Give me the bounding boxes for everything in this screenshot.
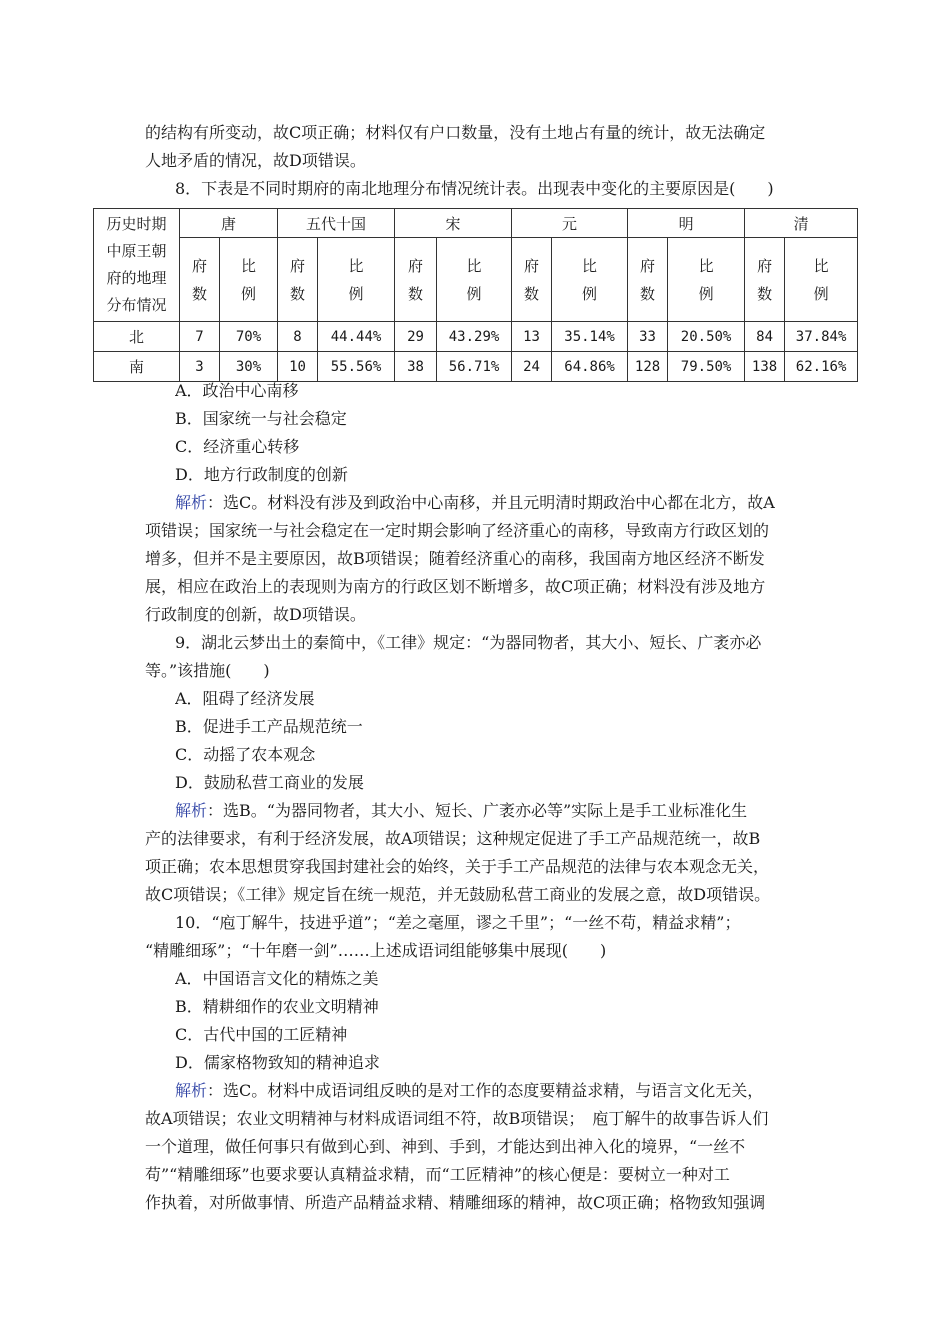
q9-analysis-line: 产的法律要求，有利于经济发展，故A项错误；这种规定促进了手工产品规范统一，故B: [145, 829, 761, 848]
subheader-fu: 府 数: [180, 238, 220, 322]
q10-analysis-line: 苟”“精雕细琢”也要求要认真精益求精，而“工匠精神”的核心便是：要树立一种对工: [145, 1165, 730, 1184]
table-cell: 37.84%: [785, 322, 858, 352]
q10-option-d: D．儒家格物致知的精神追求: [175, 1053, 380, 1072]
q10-stem-line: 10．“庖丁解牛，技进乎道”；“差之毫厘，谬之千里”；“一丝不苟，精益求精”；: [175, 913, 741, 932]
q8-option-d: D．地方行政制度的创新: [175, 465, 348, 484]
q10-analysis-line: 故A项错误；农业文明精神与材料成语词组不符，故B项错误； 庖丁解牛的故事告诉人们: [145, 1109, 769, 1128]
table-cell: 8: [278, 322, 318, 352]
q8-analysis-line: 行政制度的创新，故D项错误。: [145, 605, 366, 624]
table-cell: 64.86%: [552, 352, 628, 382]
q8-option-b: B．国家统一与社会稳定: [175, 409, 347, 428]
subheader-ratio: 比 例: [220, 238, 278, 322]
analysis-label: 解析: [175, 801, 208, 820]
period-header-song: 宋: [395, 209, 512, 238]
q8-analysis-line: 展，相应在政治上的表现则为南方的行政区划不断增多，故C项正确；材料没有涉及地方: [145, 577, 766, 596]
q9-analysis-line: 故C项错误；《工律》规定旨在统一规范，并无鼓励私营工商业的发展之意，故D项错误。: [145, 885, 771, 904]
q10-option-a: A．中国语言文化的精炼之美: [175, 969, 379, 988]
table-cell: 84: [745, 322, 785, 352]
q9-option-d: D．鼓励私营工商业的发展: [175, 773, 364, 792]
q8-analysis-line: 解析：选C。材料没有涉及到政治中心南移，并且元明清时期政治中心都在北方，故A: [175, 493, 775, 512]
table-corner-header: 历史时期 中原王朝 府的地理 分布情况: [94, 209, 180, 322]
table-cell: 10: [278, 352, 318, 382]
table-cell: 20.50%: [668, 322, 745, 352]
q9-analysis-line: 解析：选B。“为器同物者，其大小、短长、广袤亦必等”实际上是手工业标准化生: [175, 801, 748, 820]
table-cell: 79.50%: [668, 352, 745, 382]
subheader-fu: 府 数: [395, 238, 437, 322]
subheader-ratio: 比 例: [668, 238, 745, 322]
q9-analysis-line: 项正确；农本思想贯穿我国封建社会的始终，关于手工产品规范的法律与农本观念无关，: [145, 857, 770, 876]
subheader-fu: 府 数: [745, 238, 785, 322]
q8-distribution-table: [93, 208, 858, 382]
intro-line-1: 的结构有所变动，故C项正确；材料仅有户口数量，没有土地占有量的统计，故无法确定: [145, 123, 766, 142]
period-header-wudai: 五代十国: [278, 209, 395, 238]
table-cell: 55.56%: [318, 352, 395, 382]
table-cell: 33: [628, 322, 668, 352]
q10-analysis-line: 解析：选C。材料中成语词组反映的是对工作的态度要精益求精，与语言文化无关，: [175, 1081, 764, 1100]
period-header-ming: 明: [628, 209, 745, 238]
period-header-qing: 清: [745, 209, 858, 238]
q9-option-b: B．促进手工产品规范统一: [175, 717, 363, 736]
q10-analysis-line: 作执着，对所做事情、所造产品精益求精、精雕细琢的精神，故C项正确；格物致知强调: [145, 1193, 766, 1212]
intro-line-2: 人地矛盾的情况，故D项错误。: [145, 151, 366, 170]
q8-option-a: A．政治中心南移: [175, 381, 299, 400]
subheader-ratio: 比 例: [318, 238, 395, 322]
subheader-ratio: 比 例: [785, 238, 858, 322]
table-cell: 56.71%: [437, 352, 512, 382]
region-label: 北: [94, 322, 180, 352]
table-cell: 35.14%: [552, 322, 628, 352]
subheader-ratio: 比 例: [552, 238, 628, 322]
subheader-fu: 府 数: [512, 238, 552, 322]
subheader-ratio: 比 例: [437, 238, 512, 322]
q8-analysis-line: 项错误；国家统一与社会稳定在一定时期会影响了经济重心的南移，导致南方行政区划的: [145, 521, 770, 540]
table-cell: 44.44%: [318, 322, 395, 352]
table-cell: 70%: [220, 322, 278, 352]
table-cell: 38: [395, 352, 437, 382]
period-header-tang: 唐: [180, 209, 278, 238]
q9-option-a: A．阻碍了经济发展: [175, 689, 315, 708]
q8-stem: 8．下表是不同时期府的南北地理分布情况统计表。出现表中变化的主要原因是( ): [175, 179, 774, 198]
q10-analysis-line: 一个道理，做任何事只有做到心到、神到、手到，才能达到出神入化的境界，“一丝不: [145, 1137, 746, 1156]
q9-stem-line: 9．湖北云梦出土的秦简中，《工律》规定：“为器同物者，其大小、短长、广袤亦必: [175, 633, 762, 652]
analysis-label: 解析: [175, 1081, 208, 1100]
table-cell: 43.29%: [437, 322, 512, 352]
region-label: 南: [94, 352, 180, 382]
table-cell: 30%: [220, 352, 278, 382]
table-cell: 62.16%: [785, 352, 858, 382]
table-cell: 13: [512, 322, 552, 352]
q10-stem-line: “精雕细琢”；“十年磨一剑”……上述成语词组能够集中展现( ): [145, 941, 607, 960]
q9-stem-line: 等。”该措施( ): [145, 661, 270, 680]
q10-option-b: B．精耕细作的农业文明精神: [175, 997, 379, 1016]
q9-option-c: C．动摇了农本观念: [175, 745, 316, 764]
subheader-fu: 府 数: [278, 238, 318, 322]
table-cell: 29: [395, 322, 437, 352]
table-cell: 128: [628, 352, 668, 382]
table-cell: 3: [180, 352, 220, 382]
table-row-north: [94, 322, 858, 352]
period-header-yuan: 元: [512, 209, 628, 238]
q8-analysis-line: 增多，但并不是主要原因，故B项错误；随着经济重心的南移，我国南方地区经济不断发: [145, 549, 765, 568]
subheader-fu: 府 数: [628, 238, 668, 322]
table-cell: 138: [745, 352, 785, 382]
analysis-label: 解析: [175, 493, 208, 512]
q10-option-c: C．古代中国的工匠精神: [175, 1025, 348, 1044]
table-cell: 24: [512, 352, 552, 382]
table-cell: 7: [180, 322, 220, 352]
q8-option-c: C．经济重心转移: [175, 437, 300, 456]
